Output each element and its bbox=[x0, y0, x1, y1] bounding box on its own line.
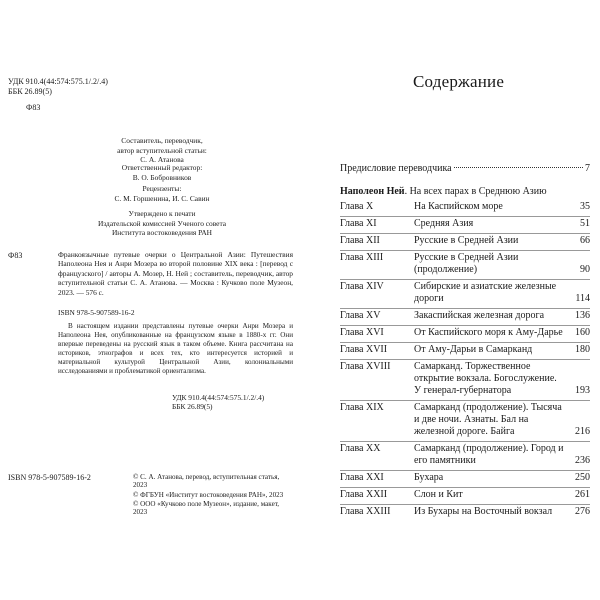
copyright-line: © С. А. Атанова, перевод, вступительная статья, 2023 bbox=[133, 473, 280, 490]
right-page bbox=[300, 0, 600, 600]
chapter-page: 276 bbox=[575, 506, 590, 517]
chapter-title: Самарканд (продолжение). Тысяча и две ночи. Азнаты. Бал на железной дороге. Байга bbox=[414, 402, 562, 437]
toc-chapter-row[interactable] bbox=[340, 200, 590, 217]
author-mark-top: Ф83 bbox=[26, 103, 41, 112]
toc-part-heading bbox=[340, 186, 590, 197]
toc-chapter-row[interactable] bbox=[340, 488, 590, 505]
toc-chapter-row[interactable] bbox=[340, 309, 590, 326]
credit-line: Составитель, переводчик, bbox=[121, 136, 203, 145]
chapter-body bbox=[414, 489, 590, 501]
udk-bbk-bottom bbox=[172, 393, 264, 412]
chapter-title: Самарканд (продолжение). Город и его памятники bbox=[414, 443, 564, 466]
credit-line: С. А. Атанова bbox=[140, 155, 184, 165]
chapter-title: Слон и Кит bbox=[414, 489, 463, 500]
chapter-body bbox=[414, 402, 590, 438]
chapter-page: 35 bbox=[580, 201, 590, 212]
chapter-body bbox=[414, 344, 590, 356]
chapter-page: 216 bbox=[575, 426, 590, 437]
credit-line: В. О. Бобровников bbox=[132, 172, 192, 182]
dot-leader bbox=[454, 167, 583, 168]
chapter-page: 51 bbox=[580, 218, 590, 229]
chapter-body bbox=[414, 506, 590, 518]
chapter-label: Глава XIII bbox=[340, 252, 384, 263]
credit-line: Ответственный редактор: bbox=[121, 163, 203, 172]
chapter-title: От Аму-Дарьи в Самарканд bbox=[414, 344, 533, 355]
chapter-label: Глава XI bbox=[340, 218, 377, 229]
toc-chapter-row[interactable] bbox=[340, 442, 590, 471]
bbk-code: ББК 26.89(5) bbox=[172, 402, 213, 412]
chapter-body bbox=[414, 235, 590, 247]
chapter-label: Глава XXII bbox=[340, 489, 388, 500]
isbn-mid: ISBN 978-5-907589-16-2 bbox=[58, 308, 135, 317]
chapter-title: Из Бухары на Восточный вокзал bbox=[414, 506, 553, 517]
chapter-body bbox=[414, 252, 590, 276]
udk-bbk-top bbox=[8, 77, 108, 97]
chapter-title: Русские в Средней Азии (продолжение) bbox=[414, 252, 519, 275]
part-title: . На всех парах в Среднюю Азию bbox=[404, 186, 547, 197]
copyright-line: © ООО «Кучково поле Музеон», издание, макет, 2023 bbox=[133, 499, 280, 517]
copyright-block bbox=[133, 473, 293, 517]
part-author: Наполеон Ней bbox=[340, 186, 405, 197]
toc-chapter-row[interactable] bbox=[340, 280, 590, 309]
toc-chapter-row[interactable] bbox=[340, 326, 590, 343]
toc-preface-row[interactable] bbox=[340, 163, 590, 174]
udk-code: УДК 910.4(44:574:575.1/.2/.4) bbox=[172, 393, 265, 402]
chapter-page: 90 bbox=[580, 264, 590, 275]
chapter-page: 136 bbox=[575, 310, 590, 321]
chapter-body bbox=[414, 218, 590, 230]
chapter-body bbox=[414, 281, 590, 305]
chapter-title: Сибирские и азиатские железные дороги bbox=[414, 281, 557, 304]
editor-credit bbox=[30, 163, 294, 182]
credit-line: Рецензенты: bbox=[142, 184, 182, 193]
chapter-title: На Каспийском море bbox=[414, 201, 503, 212]
toc-chapter-row[interactable] bbox=[340, 505, 590, 521]
abstract-text: В настоящем издании представлены путевые очерки Анри Мозера и Наполеона Нея, опубликованные на французском языке в 1880-х гг. Они впервые переведены на русский язык в таком объеме. Книга рассчитана на историков, этнографов и всех тех, кто интересуется историей и материальной культурой Центральной Азии, колониальными исследованиями и проблематикой ориентализма. bbox=[58, 322, 293, 376]
compiler-credit bbox=[30, 136, 294, 165]
chapter-body bbox=[414, 361, 590, 397]
chapter-title: От Каспийского моря к Аму-Дарье bbox=[414, 327, 563, 338]
chapter-page: 193 bbox=[575, 385, 590, 396]
chapter-title: Средняя Азия bbox=[414, 218, 474, 229]
credit-line: автор вступительной статьи: bbox=[117, 145, 207, 155]
chapter-label: Глава XVII bbox=[340, 344, 388, 355]
credit-line: Института востоковедения РАН bbox=[111, 228, 213, 238]
chapter-title: Бухара bbox=[414, 472, 444, 483]
copyright-line: © ФГБУН «Институт востоковедения РАН», 2023 bbox=[133, 490, 284, 499]
toc-chapter-row[interactable] bbox=[340, 251, 590, 280]
chapter-title: Русские в Средней Азии bbox=[414, 235, 519, 246]
chapter-body bbox=[414, 327, 590, 339]
toc-chapter-row[interactable] bbox=[340, 360, 590, 401]
chapter-page: 66 bbox=[580, 235, 590, 246]
bibliographic-annotation: Франкоязычные путевые очерки о Центральной Азии: Путешествия Наполеона Нея и Анри Мозера во второй половине XIX века : [перевод с французского] / авторы А. Мозер, Н. Ней ; составитель, переводчик, автор вступительной статьи С. А. Атанова. — Москва : Кучково поле Музеон, 2023. — 576 с. bbox=[58, 250, 293, 297]
chapter-body bbox=[414, 472, 590, 484]
toc-chapter-list bbox=[340, 200, 590, 521]
udk-code: УДК 910.4(44:574:575.1/.2/.4) bbox=[8, 77, 108, 86]
chapter-label: Глава XIV bbox=[340, 281, 384, 292]
chapter-body bbox=[414, 201, 590, 213]
chapter-body bbox=[414, 310, 590, 322]
approval-credit bbox=[30, 209, 294, 238]
toc-chapter-row[interactable] bbox=[340, 471, 590, 488]
chapter-label: Глава XVIII bbox=[340, 361, 391, 372]
toc-chapter-row[interactable] bbox=[340, 217, 590, 234]
reviewers-credit bbox=[30, 184, 294, 203]
chapter-label: Глава XXIII bbox=[340, 506, 391, 517]
chapter-label: Глава XVI bbox=[340, 327, 384, 338]
toc-chapter-row[interactable] bbox=[340, 401, 590, 442]
chapter-title: Закаспийская железная дорога bbox=[414, 310, 545, 321]
chapter-label: Глава X bbox=[340, 201, 374, 212]
preface-page: 7 bbox=[585, 163, 590, 174]
chapter-label: Глава XV bbox=[340, 310, 381, 321]
preface-title: Предисловие переводчика bbox=[340, 163, 452, 174]
chapter-label: Глава XIX bbox=[340, 402, 384, 413]
chapter-body bbox=[414, 443, 590, 467]
chapter-page: 250 bbox=[575, 472, 590, 483]
chapter-page: 160 bbox=[575, 327, 590, 338]
chapter-title: Самарканд. Торжественное открытие вокзала. Богослужение. У генерал-губернатора bbox=[414, 361, 557, 396]
chapter-page: 261 bbox=[575, 489, 590, 500]
toc-chapter-row[interactable] bbox=[340, 343, 590, 360]
chapter-page: 236 bbox=[575, 455, 590, 466]
chapter-page: 114 bbox=[575, 293, 590, 304]
isbn-bottom: ISBN 978-5-907589-16-2 bbox=[8, 473, 91, 482]
credit-line: С. М. Горшенина, И. С. Савин bbox=[114, 193, 210, 203]
chapter-label: Глава XX bbox=[340, 443, 381, 454]
bbk-code: ББК 26.89(5) bbox=[8, 87, 52, 96]
chapter-label: Глава XII bbox=[340, 235, 380, 246]
credit-line: Издательской комиссией Ученого совета bbox=[97, 218, 227, 228]
toc-title: Содержание bbox=[413, 72, 505, 91]
chapter-page: 180 bbox=[575, 344, 590, 355]
chapter-label: Глава XXI bbox=[340, 472, 384, 483]
author-mark-mid: Ф83 bbox=[8, 251, 23, 260]
toc-chapter-row[interactable] bbox=[340, 234, 590, 251]
credit-line: Утверждено к печати bbox=[128, 209, 196, 218]
